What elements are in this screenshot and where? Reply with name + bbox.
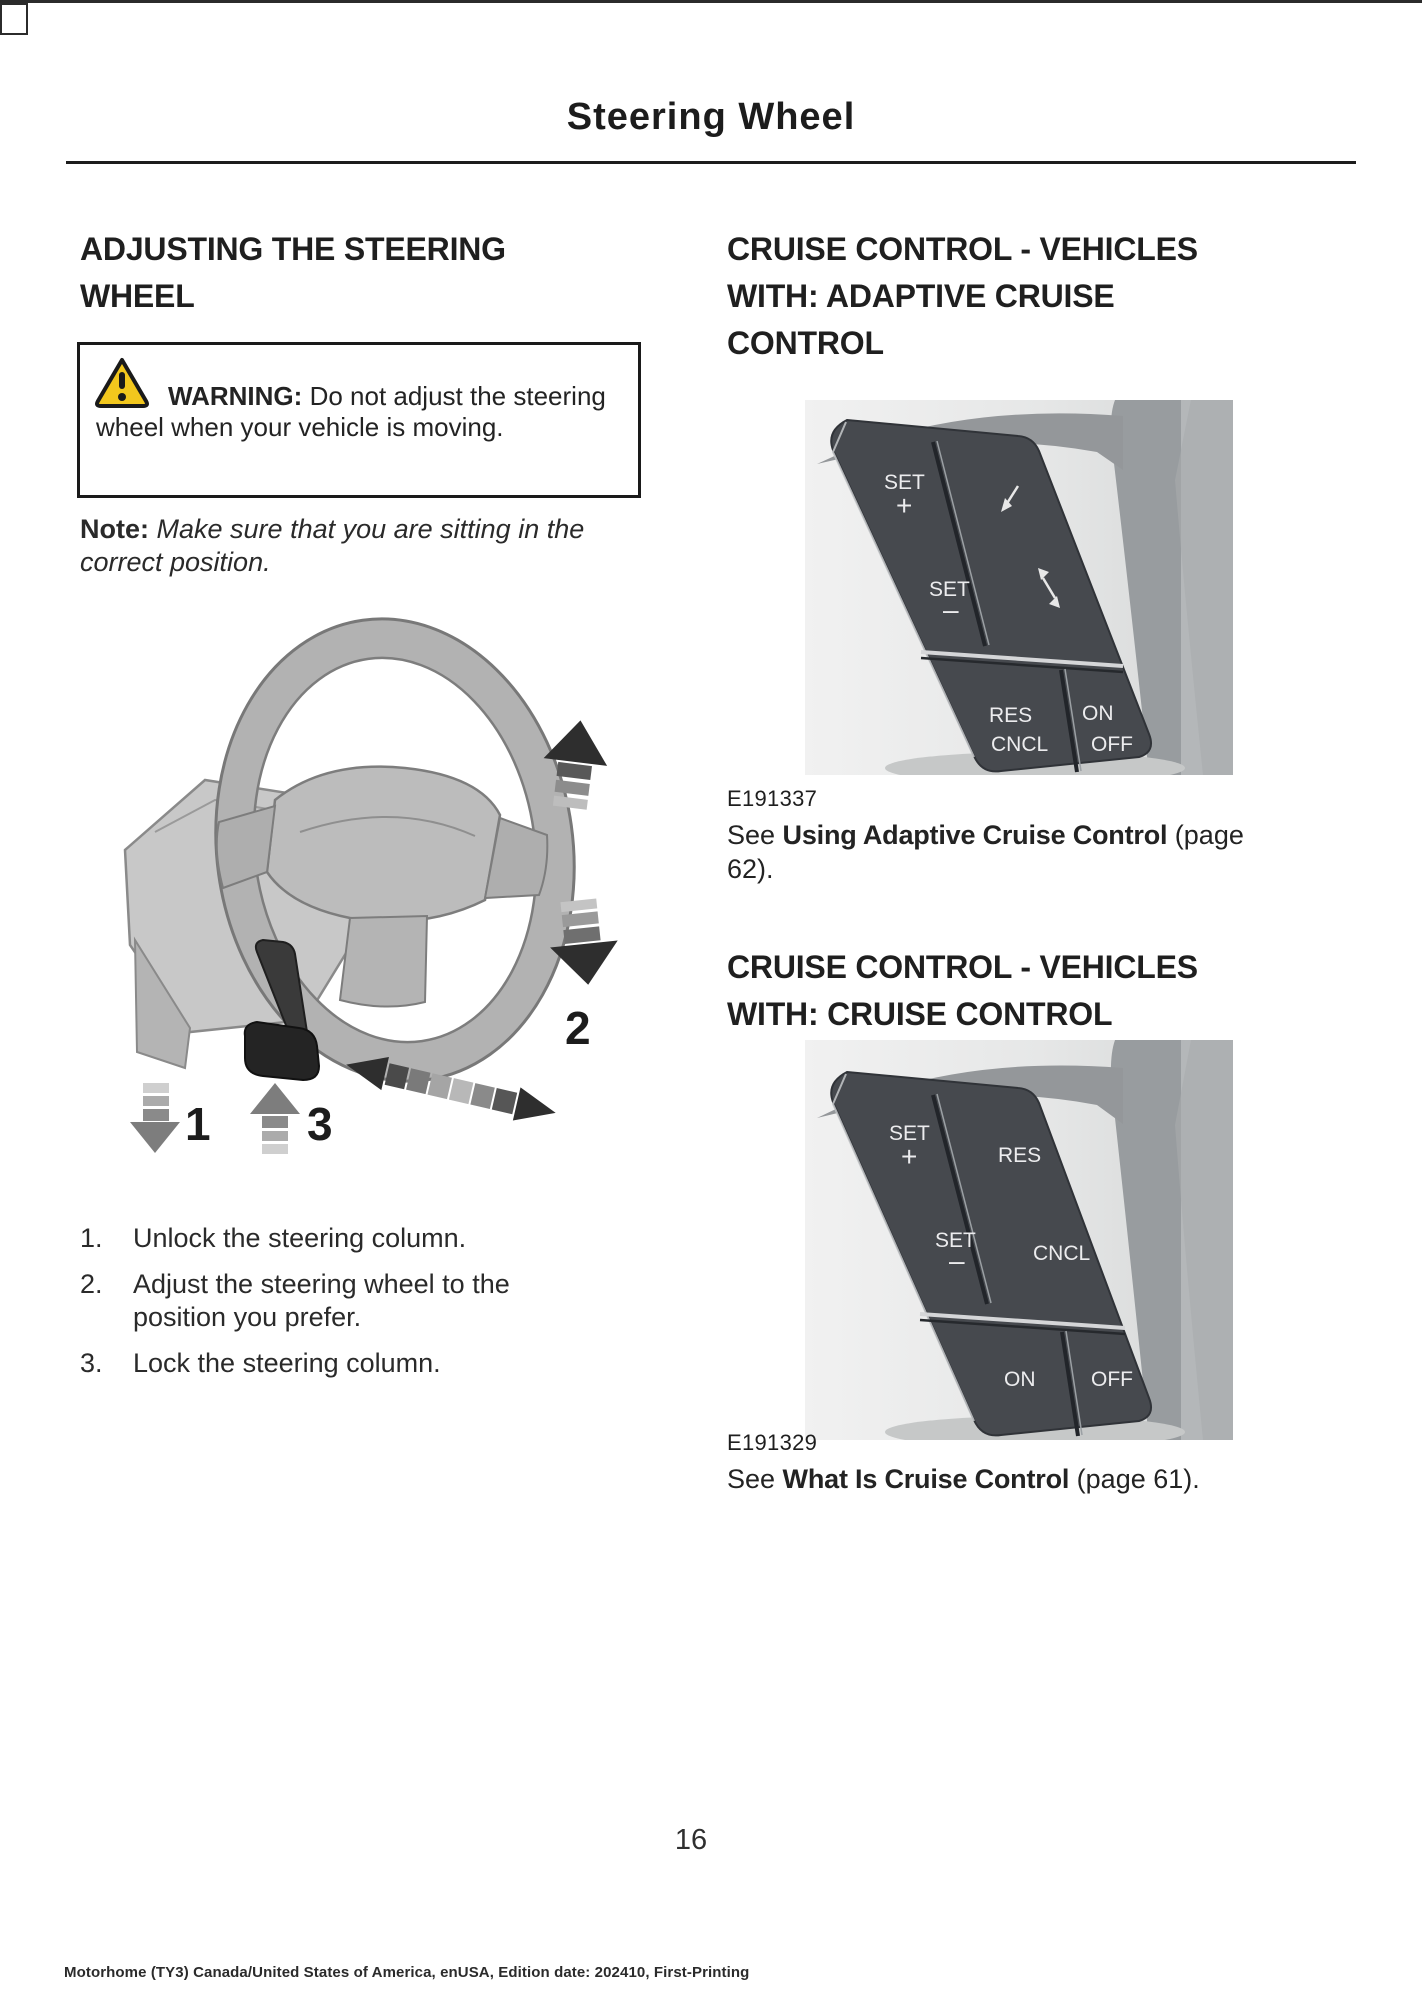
page-number: 16 (674, 1824, 708, 1856)
on-button-label: ON (1082, 702, 1114, 725)
see-prefix: See (727, 1464, 783, 1494)
list-item (80, 1222, 645, 1255)
warning-text: Do not adjust the steering wheel when your vehicle is moving. (96, 381, 606, 442)
see-link: Using Adaptive Cruise Control (782, 820, 1168, 850)
see-reference-cruise (727, 1462, 1307, 1496)
step-number: 3. (80, 1348, 103, 1378)
heading-line: CRUISE CONTROL - VEHICLES (727, 231, 1198, 267)
callout-3: 3 (307, 1098, 333, 1150)
warning-box (77, 342, 641, 498)
warning-triangle-icon (93, 356, 151, 413)
footer-edition-line: Motorhome (TY3) Canada/United States of America, enUSA, Edition date: 202410, First-Printing (64, 1964, 750, 1981)
list-item (80, 1347, 645, 1380)
adaptive-cruise-buttons-figure (805, 400, 1233, 775)
figure-caption: E191337 (727, 786, 818, 811)
set-minus-button-label: SET (935, 1229, 976, 1252)
note-text: Make sure that you are sitting in the correct position. (80, 514, 585, 577)
step-text: Adjust the steering wheel to the position you prefer. (133, 1269, 510, 1332)
heading-line: CRUISE CONTROL - VEHICLES (727, 949, 1198, 985)
steering-wheel-adjustment-figure (95, 600, 640, 1170)
see-suffix: (page 62). (727, 820, 1244, 884)
see-link: What Is Cruise Control (782, 1464, 1070, 1494)
list-item (80, 1268, 645, 1334)
on-button-label: ON (1004, 1368, 1036, 1391)
heading-line: WITH: ADAPTIVE CRUISE (727, 278, 1115, 314)
res-button-label: RES (998, 1144, 1042, 1167)
lock-up-arrow (250, 1083, 300, 1154)
section-heading-adjusting (80, 226, 640, 320)
step-number: 1. (80, 1223, 103, 1253)
figure-caption: E191329 (727, 1430, 818, 1455)
page-title: Steering Wheel (566, 96, 856, 138)
plus-sign: + (901, 1141, 918, 1172)
see-reference-adaptive (727, 818, 1287, 886)
print-registration-mark (0, 3, 28, 35)
callout-2: 2 (565, 1002, 591, 1054)
cncl-button-label: CNCL (991, 733, 1049, 756)
off-button-label: OFF (1091, 1368, 1133, 1391)
page-top-rule (0, 0, 1422, 3)
set-minus-button-label: SET (929, 578, 970, 601)
warning-paragraph (80, 345, 638, 443)
section-heading-adaptive-cruise (727, 226, 1347, 367)
heading-line: WHEEL (80, 278, 195, 314)
section-heading-cruise (727, 944, 1347, 1038)
adjusting-steps-list (80, 1222, 645, 1393)
cruise-buttons-figure (805, 1040, 1233, 1440)
title-divider (66, 161, 1356, 164)
heading-line: WITH: CRUISE CONTROL (727, 996, 1113, 1032)
step-text: Unlock the steering column. (133, 1223, 467, 1253)
cncl-button-label: CNCL (1033, 1242, 1091, 1265)
res-button-label: RES (989, 704, 1033, 727)
heading-line: CONTROL (727, 325, 884, 361)
heading-line: ADJUSTING THE STEERING (80, 231, 506, 267)
see-suffix: (page 61). (1069, 1464, 1200, 1494)
off-button-label: OFF (1091, 733, 1133, 756)
set-plus-button-label: SET (889, 1122, 930, 1145)
callout-1: 1 (185, 1098, 211, 1150)
note-paragraph (80, 513, 620, 579)
note-label: Note: (80, 514, 149, 544)
step-text: Lock the steering column. (133, 1348, 441, 1378)
minus-sign: – (949, 1245, 965, 1276)
plus-sign: + (896, 490, 913, 521)
set-plus-button-label: SET (884, 471, 925, 494)
minus-sign: – (943, 594, 959, 625)
see-prefix: See (727, 820, 783, 850)
step-number: 2. (80, 1269, 103, 1299)
unlock-down-arrow (130, 1083, 180, 1153)
warning-label: WARNING: (168, 381, 303, 411)
